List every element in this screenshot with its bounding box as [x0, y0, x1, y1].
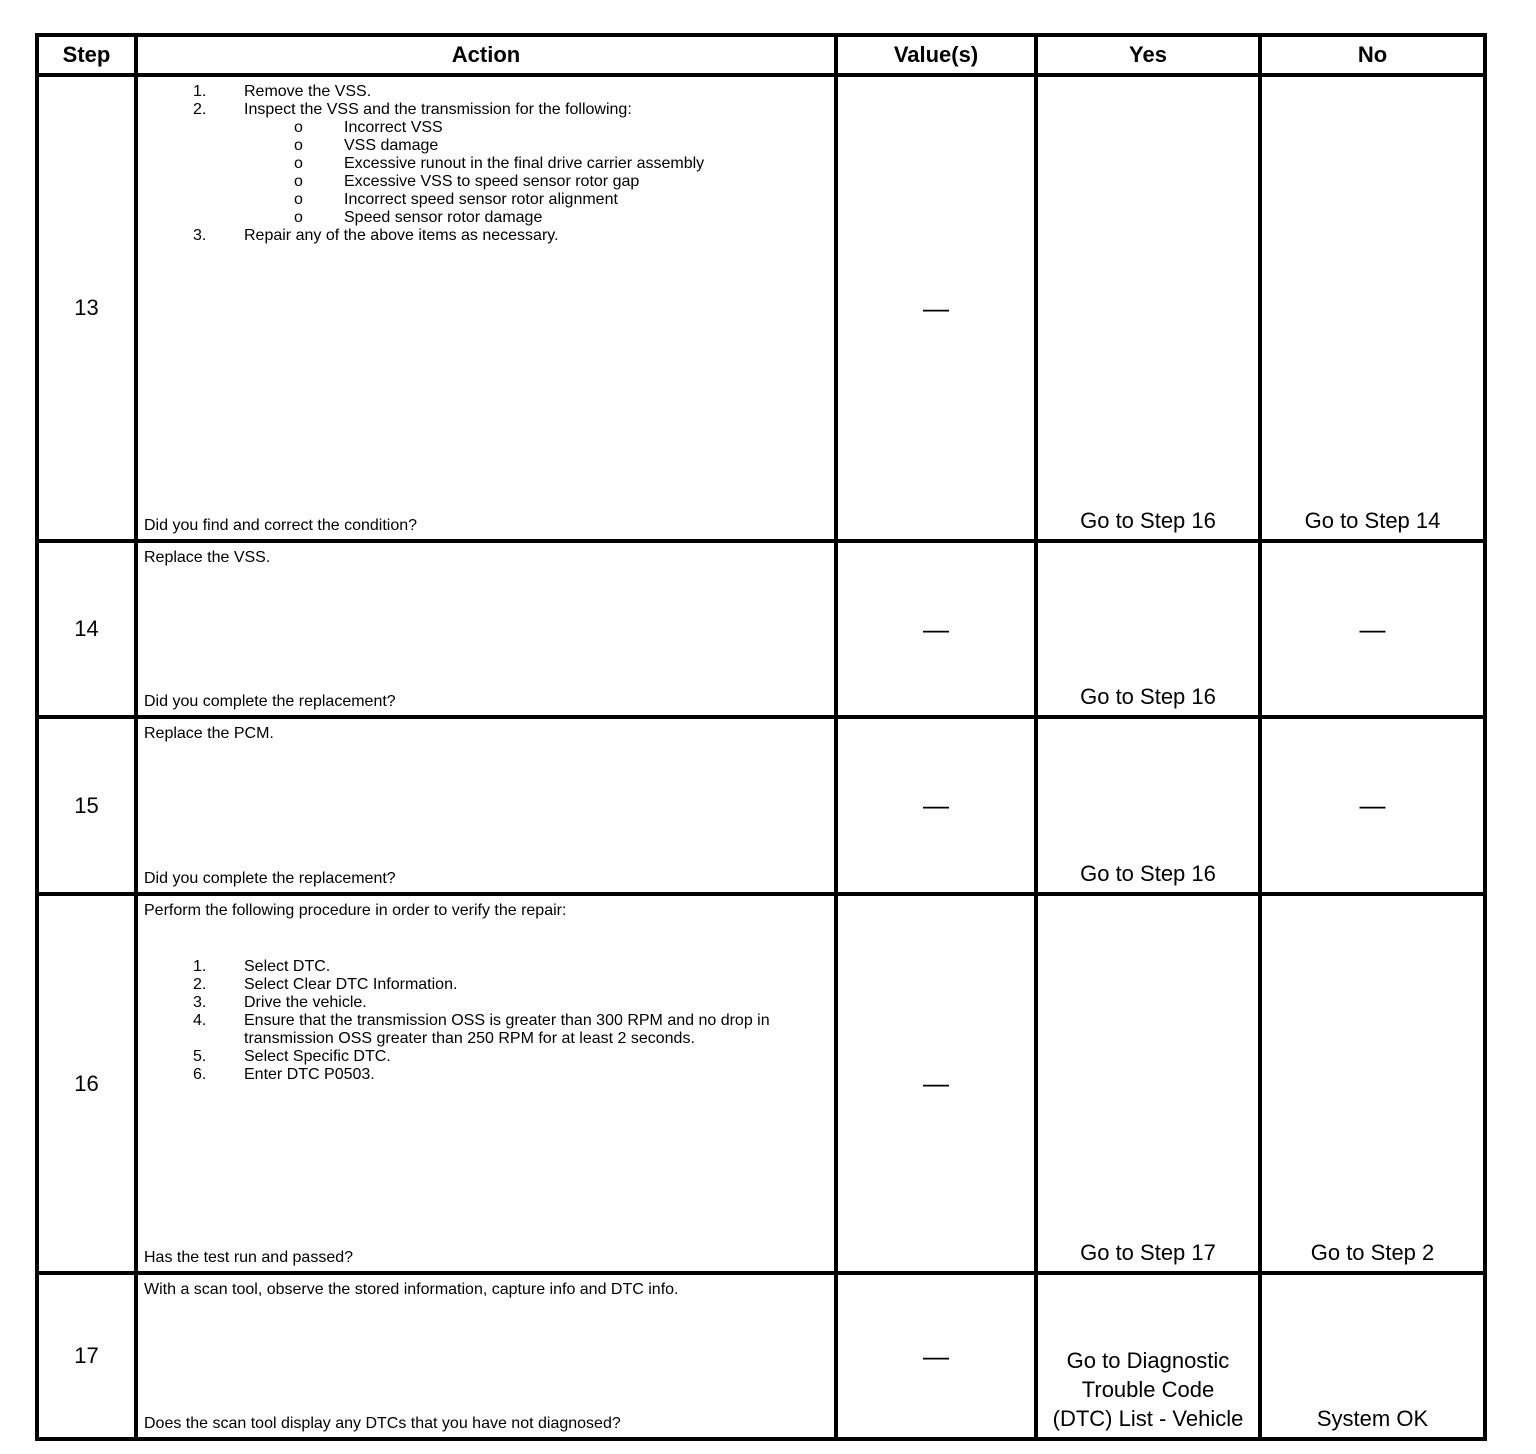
- action-cell: [136, 541, 836, 717]
- table-row: [37, 75, 1485, 541]
- sub-list-item: o Incorrect VSS: [294, 119, 443, 136]
- action-question: Did you complete the replacement?: [144, 693, 396, 710]
- list-item: 6. Enter DTC P0503.: [193, 1066, 375, 1083]
- action-text: With a scan tool, observe the stored information, capture info and DTC info.: [144, 1281, 679, 1298]
- list-item: 1. Remove the VSS.: [193, 83, 372, 100]
- sub-list-item: o Excessive runout in the final drive carrier assembly: [294, 155, 705, 172]
- no-cell: System OK: [1260, 1273, 1485, 1439]
- action-question: Does the scan tool display any DTCs that you have not diagnosed?: [144, 1415, 621, 1432]
- header-step: Step: [37, 35, 136, 75]
- no-cell: —: [1260, 541, 1485, 717]
- no-cell: —: [1260, 717, 1485, 894]
- header-action: Action: [136, 35, 836, 75]
- list-item: 3. Repair any of the above items as necessary.: [193, 227, 559, 244]
- diagnostic-table: [35, 33, 1487, 1441]
- action-question: Did you complete the replacement?: [144, 870, 396, 887]
- action-question: Has the test run and passed?: [144, 1249, 354, 1266]
- sub-list-item: o VSS damage: [294, 137, 439, 154]
- yes-cell: Go to Step 17: [1036, 894, 1260, 1273]
- sub-list-item: o Incorrect speed sensor rotor alignment: [294, 191, 618, 208]
- table-row: [37, 717, 1485, 894]
- step-number: 13: [37, 75, 136, 541]
- value-cell: —: [836, 541, 1036, 717]
- action-cell: [136, 717, 836, 894]
- value-cell: —: [836, 75, 1036, 541]
- step-number: 17: [37, 1273, 136, 1439]
- action-cell: [136, 894, 836, 1273]
- yes-cell: Go to Step 16: [1036, 541, 1260, 717]
- list-item: 5. Select Specific DTC.: [193, 1048, 391, 1065]
- header-no: No: [1260, 35, 1485, 75]
- step-number: 15: [37, 717, 136, 894]
- list-item: 2. Inspect the VSS and the transmission for the following:: [193, 101, 632, 118]
- step-number: 16: [37, 894, 136, 1273]
- no-cell: Go to Step 14: [1260, 75, 1485, 541]
- value-cell: —: [836, 1273, 1036, 1439]
- table-row: [37, 894, 1485, 1273]
- action-intro: Perform the following procedure in order to verify the repair:: [144, 902, 567, 919]
- list-item: 1. Select DTC.: [193, 958, 331, 975]
- action-text: Replace the PCM.: [144, 725, 274, 742]
- no-cell: Go to Step 2: [1260, 894, 1485, 1273]
- list-item: 4. Ensure that the transmission OSS is greater than 300 RPM and no drop in transmission OSS greater than 250 RPM for at least 2 seconds.: [193, 1012, 770, 1047]
- list-item: 3. Drive the vehicle.: [193, 994, 367, 1011]
- action-cell: [136, 75, 836, 541]
- action-steps: [144, 83, 828, 245]
- header-row: [37, 35, 1485, 75]
- header-values: Value(s): [836, 35, 1036, 75]
- sub-list-item: o Excessive VSS to speed sensor rotor gap: [294, 173, 640, 190]
- list-item: 2. Select Clear DTC Information.: [193, 976, 458, 993]
- step-number: 14: [37, 541, 136, 717]
- sub-list-item: o Speed sensor rotor damage: [294, 209, 543, 226]
- yes-cell: Go to Step 16: [1036, 75, 1260, 541]
- action-question: Did you find and correct the condition?: [144, 517, 418, 534]
- action-steps: [144, 902, 828, 1084]
- yes-cell: Go to Diagnostic Trouble Code (DTC) List - Vehicle: [1036, 1273, 1260, 1439]
- table-row: [37, 541, 1485, 717]
- header-yes: Yes: [1036, 35, 1260, 75]
- action-text: Replace the VSS.: [144, 549, 271, 566]
- table-row: [37, 1273, 1485, 1439]
- action-cell: [136, 1273, 836, 1439]
- value-cell: —: [836, 894, 1036, 1273]
- value-cell: —: [836, 717, 1036, 894]
- yes-cell: Go to Step 16: [1036, 717, 1260, 894]
